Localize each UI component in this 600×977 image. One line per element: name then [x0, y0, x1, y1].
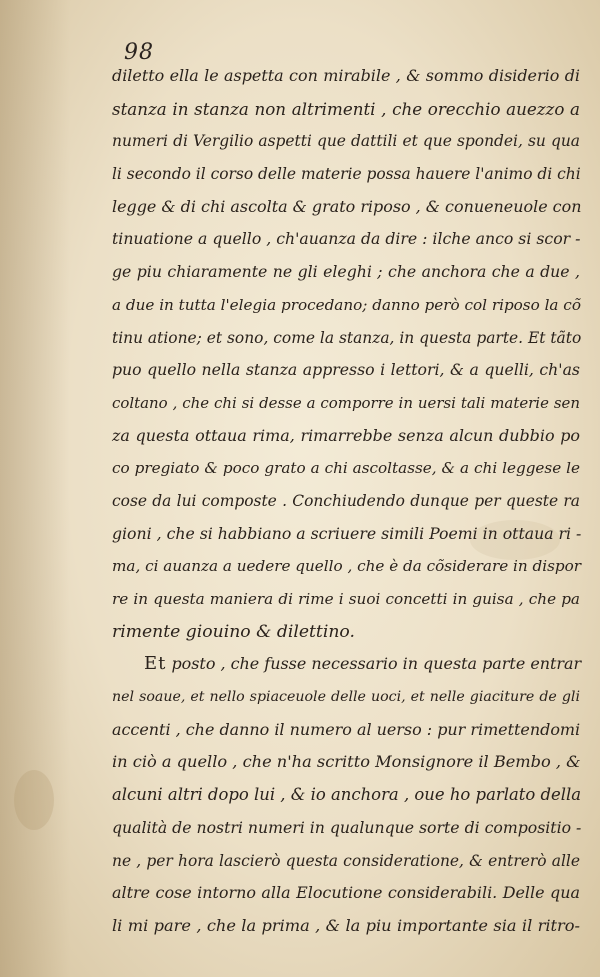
body-text [112, 60, 580, 943]
text-line: posto , che fusse necessario in questa parte entrar [166, 654, 582, 674]
text-line: stanza in stanza non altrimenti , che orecchio auezzo a [112, 98, 580, 119]
page-number: 98 [124, 40, 154, 65]
text-line: gioni , che si habbiano a scriuere simili Poemi in ottaua ri - [112, 523, 582, 543]
text-line: za questa ottaua rima, rimarrebbe senza alcun dubbio po [112, 425, 580, 445]
text-line: numeri di Vergilio aspetti que dattili et que spondei, su qua [112, 132, 580, 151]
text-line: alcuni altri dopo lui , & io anchora , oue ho parlato della [112, 785, 582, 805]
text-line: nel soaue, et nello spiaceuole delle uoci, et nelle giaciture de gli [112, 689, 580, 706]
text-line: a due in tutta l'elegia procedano; danno però col riposo la cõ [112, 295, 581, 314]
text-line: tinuatione a quello , ch'auanza da dire : ilche anco si scor - [112, 229, 581, 249]
text-line: rimente giouino & dilettino. [112, 621, 355, 642]
text-line: in ciò a quello , che n'ha scritto Monsignore il Bembo , & [112, 752, 581, 772]
text-line: ma, ci auanza a uedere quello , che è da cõsiderare in dispor [112, 557, 582, 576]
paragraph-first-line [112, 648, 580, 681]
text-line: diletto ella le aspetta con mirabile , & sommo disiderio di [112, 66, 580, 85]
text-line: accenti , che danno il numero al uerso : pur rimettendomi [112, 719, 581, 739]
text-line: legge & di chi ascolta & grato riposo , & conueneuole con [112, 196, 582, 216]
text-line: li mi pare , che la prima , & la piu importante sia il ritro- [112, 915, 580, 935]
text-line: coltano , che chi si desse a comporre in uersi tali materie sen [112, 393, 580, 412]
paragraph-lead-word: Et [144, 653, 167, 675]
text-line: re in questa maniera di rime i suoi concetti in guisa , che pa [112, 590, 580, 608]
text-line: cose da lui composte . Conchiudendo dunque per queste ra [112, 491, 580, 510]
text-line: co pregiato & poco grato a chi ascoltasse, & a chi leggese le [112, 459, 580, 478]
text-line: li secondo il corso delle materie possa hauere l'animo di chi [112, 165, 581, 184]
text-line: ne , per hora lascierò questa consideratione, & entrerò alle [112, 851, 580, 870]
text-line: tinu atione; et sono, come la stanza, in questa parte. Et tãto [112, 328, 582, 347]
text-line: ge piu chiaramente ne gli eleghi ; che anchora che a due , [112, 262, 580, 282]
text-line: qualità de nostri numeri in qualunque sorte di compositio - [112, 817, 582, 837]
text-line: altre cose intorno alla Elocutione considerabili. Delle qua [112, 883, 580, 903]
text-line: puo quello nella stanza appresso i lettori, & a quelli, ch'as [112, 360, 580, 380]
paper-stain [14, 770, 54, 830]
